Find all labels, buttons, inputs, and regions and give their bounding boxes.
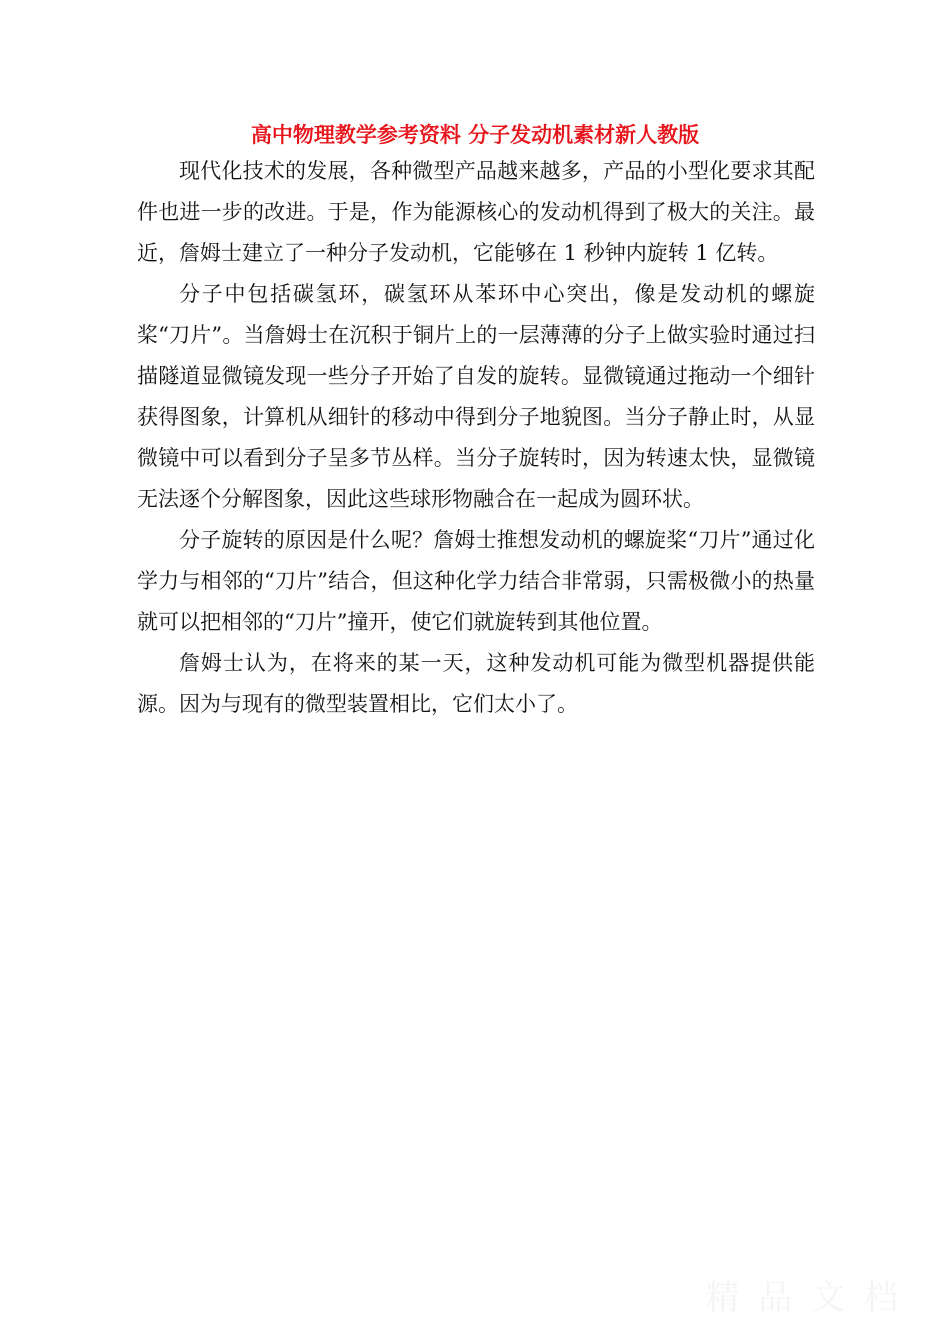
paragraph-1: 现代化技术的发展，各种微型产品越来越多，产品的小型化要求其配件也进一步的改进。于是，作为能源核心的发动机得到了极大的关注。最近，詹姆士建立了一种分子发动机，它能够在 1 秒钟内旋转 1 亿转。 <box>137 159 815 265</box>
paragraph-3: 分子旋转的原因是什么呢？詹姆士推想发动机的螺旋桨“刀片”通过化学力与相邻的“刀片”结合，但这种化学力结合非常弱，只需极微小的热量就可以把相邻的“刀片”撞开，使它们就旋转到其他位置。 <box>137 528 815 634</box>
paragraph-4: 詹姆士认为，在将来的某一天，这种发动机可能为微型机器提供能源。因为与现有的微型装置相比，它们太小了。 <box>137 651 815 716</box>
watermark: 精 品 文 档 <box>705 1278 902 1318</box>
document-title: 高中物理教学参考资料 分子发动机素材新人教版 <box>250 123 700 147</box>
document-body <box>137 151 815 725</box>
paragraph-2: 分子中包括碳氢环，碳氢环从苯环中心突出，像是发动机的螺旋桨“刀片”。当詹姆士在沉积于铜片上的一层薄薄的分子上做实验时通过扫描隧道显微镜发现一些分子开始了自发的旋转。显微镜通过拖动一个细针获得图象，计算机从细针的移动中得到分子地貌图。当分子静止时，从显微镜中可以看到分子呈多节丛样。当分子旋转时，因为转速太快，显微镜无法逐个分解图象，因此这些球形物融合在一起成为圆环状。 <box>137 282 815 511</box>
